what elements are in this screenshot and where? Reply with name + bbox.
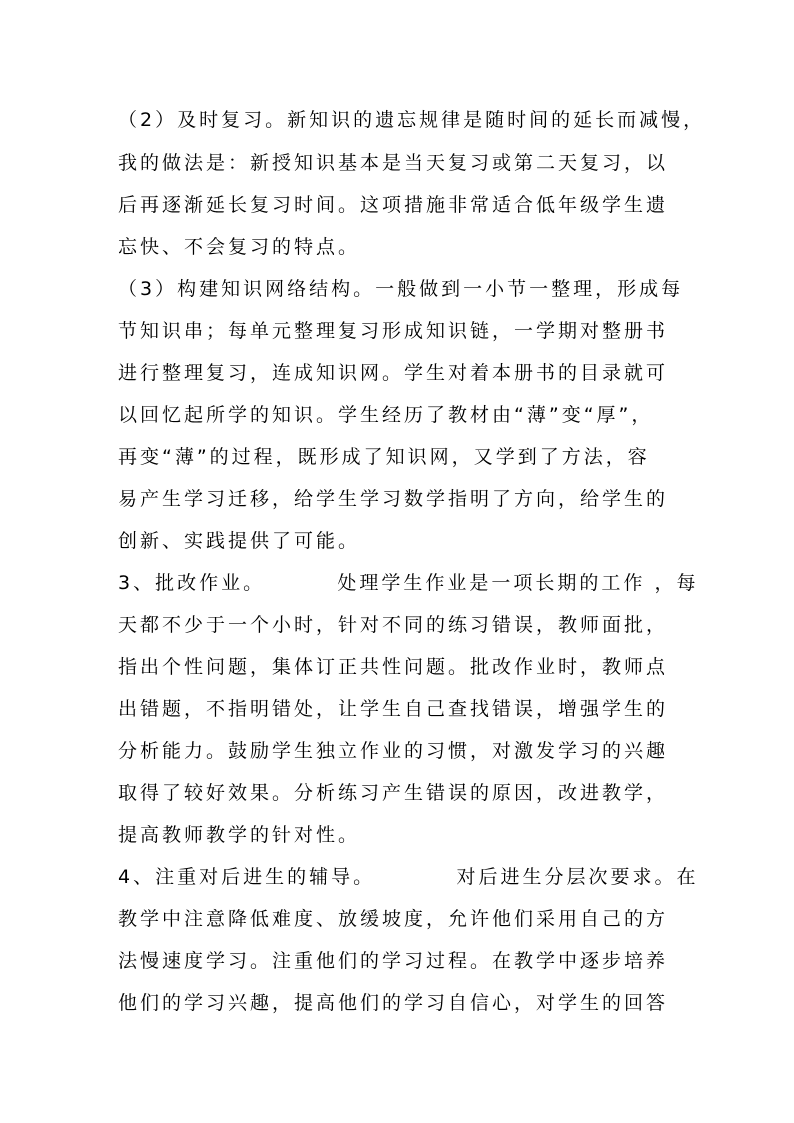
text-line: 取得了较好效果。分析练习产生错误的原因，改进教学， <box>118 782 669 804</box>
text-line: 法慢速度学习。注重他们的学习过程。在教学中逐步培养 <box>118 950 669 972</box>
text-line: 再变“薄”的过程，既形成了知识网，又学到了方法，容 <box>118 446 650 468</box>
text-line: 后再逐渐延长复习时间。这项措施非常适合低年级学生遗 <box>118 194 669 216</box>
text-line: 进行整理复习，连成知识网。学生对着本册书的目录就可 <box>118 362 669 384</box>
text-line: （3）构建知识网络结构。一般做到一小节一整理，形成每 <box>118 278 684 300</box>
text-line: 他们的学习兴趣，提高他们的学习自信心，对学生的回答 <box>118 992 669 1014</box>
text-line: 我的做法是：新授知识基本是当天复习或第二天复习，以 <box>118 152 669 174</box>
text-line: （2）及时复习。新知识的遗忘规律是随时间的延长而减慢， <box>118 109 706 131</box>
text-line: 天都不少于一个小时，针对不同的练习错误，教师面批， <box>118 614 669 636</box>
text-line: 分析能力。鼓励学生独立作业的习惯，对激发学习的兴趣 <box>118 740 669 762</box>
text-line: 节知识串；每单元整理复习形成知识链，一学期对整册书 <box>118 320 669 342</box>
text-line: 创新、实践提供了可能。 <box>118 530 361 552</box>
text-line: 3、批改作业。 处理学生作业是一项长期的工作 ，每 <box>118 572 699 594</box>
text-line: 出错题，不指明错处，让学生自己查找错误，增强学生的 <box>118 698 669 720</box>
text-line: 以回忆起所学的知识。学生经历了教材由“薄”变“厚”， <box>118 404 654 426</box>
text-line: 指出个性问题，集体订正共性问题。批改作业时，教师点 <box>118 656 669 678</box>
text-line: 4、注重对后进生的辅导。 对后进生分层次要求。在 <box>118 866 699 888</box>
text-line: 忘快、不会复习的特点。 <box>118 236 361 258</box>
text-line: 提高教师教学的针对性。 <box>118 824 361 846</box>
text-line: 易产生学习迁移，给学生学习数学指明了方向，给学生的 <box>118 488 669 510</box>
text-line: 教学中注意降低难度、放缓坡度，允许他们采用自己的方 <box>118 908 669 930</box>
